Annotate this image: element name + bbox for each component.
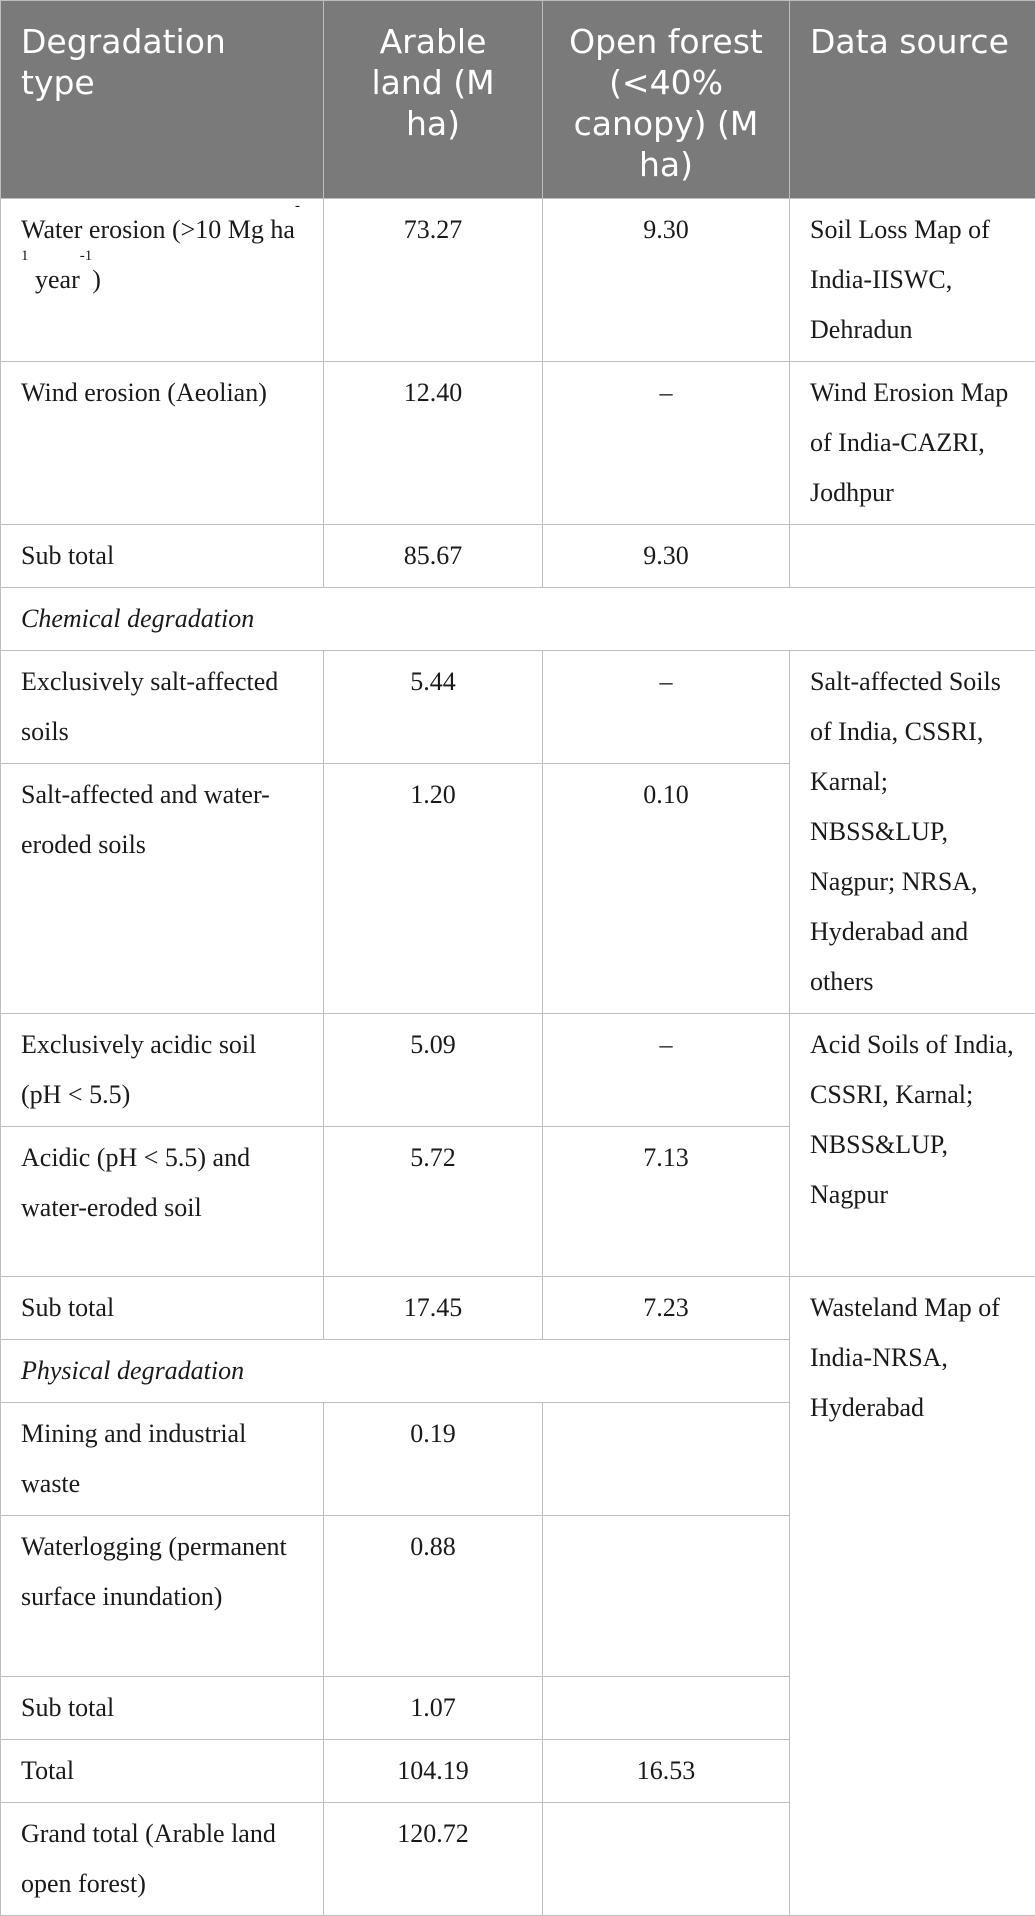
cell-forest: 16.53 xyxy=(543,1740,790,1803)
row-label: Sub total xyxy=(1,525,324,588)
row-label: Waterlogging (permanent surface inundation) xyxy=(1,1516,324,1677)
row-label: Sub total xyxy=(1,1677,324,1740)
cell-forest: 7.23 xyxy=(543,1277,790,1340)
cell-forest xyxy=(543,1677,790,1740)
cell-forest: – xyxy=(543,1014,790,1127)
cell-arable: 5.72 xyxy=(324,1127,543,1277)
cell-arable: 5.44 xyxy=(324,651,543,764)
row-label: Sub total xyxy=(1,1277,324,1340)
row-label: Exclusively acidic soil (pH < 5.5) xyxy=(1,1014,324,1127)
row-label: Exclusively salt-affected soils xyxy=(1,651,324,764)
section-heading: Chemical degradation xyxy=(1,588,1035,651)
header-data-source: Data source xyxy=(790,1,1035,199)
cell-forest: – xyxy=(543,362,790,525)
cell-forest: 9.30 xyxy=(543,525,790,588)
cell-arable: 85.67 xyxy=(324,525,543,588)
row-label: Wind erosion (Aeolian) xyxy=(1,362,324,525)
cell-forest xyxy=(543,1403,790,1516)
cell-forest xyxy=(543,1803,790,1916)
cell-forest xyxy=(543,1516,790,1677)
cell-forest: 7.13 xyxy=(543,1127,790,1277)
cell-source: Wasteland Map of India-NRSA, Hyderabad xyxy=(790,1277,1035,1916)
cell-arable: 1.20 xyxy=(324,764,543,1014)
table-row xyxy=(1,1014,1035,1127)
cell-arable: 73.27 xyxy=(324,199,543,362)
cell-source: Acid Soils of India, CSSRI, Karnal; NBSS&LUP, Nagpur xyxy=(790,1014,1035,1277)
cell-source: Soil Loss Map of India-IISWC, Dehradun xyxy=(790,199,1035,362)
row-label-water-erosion: Water erosion (>10 Mg $ha^{-1}$ year$^{-1}$) xyxy=(1,199,324,362)
cell-arable: 104.19 xyxy=(324,1740,543,1803)
table-row xyxy=(1,651,1035,764)
table-row xyxy=(1,362,1035,525)
cell-arable: 0.88 xyxy=(324,1516,543,1677)
cell-source: Wind Erosion Map of India-CAZRI, Jodhpur xyxy=(790,362,1035,525)
cell-source xyxy=(790,525,1035,588)
cell-arable: 12.40 xyxy=(324,362,543,525)
row-label: Acidic (pH < 5.5) and water-eroded soil xyxy=(1,1127,324,1277)
cell-forest: 9.30 xyxy=(543,199,790,362)
cell-arable: 0.19 xyxy=(324,1403,543,1516)
header-open-forest: Open forest (<40% canopy) (M ha) xyxy=(543,1,790,199)
cell-arable: 1.07 xyxy=(324,1677,543,1740)
table-row xyxy=(1,1277,1035,1340)
row-label: Mining and industrial waste xyxy=(1,1403,324,1516)
row-label: Total xyxy=(1,1740,324,1803)
cell-source: Salt-affected Soils of India, CSSRI, Karnal; NBSS&LUP, Nagpur; NRSA, Hyderabad and others xyxy=(790,651,1035,1014)
section-row xyxy=(1,588,1035,651)
header-arable-land: Arable land (M ha) xyxy=(324,1,543,199)
table-row xyxy=(1,525,1035,588)
row-label: Salt-affected and water-eroded soils xyxy=(1,764,324,1014)
cell-arable: 120.72 xyxy=(324,1803,543,1916)
header-row xyxy=(1,1,1035,199)
cell-arable: 17.45 xyxy=(324,1277,543,1340)
row-label: Grand total (Arable land open forest) xyxy=(1,1803,324,1916)
cell-arable: 5.09 xyxy=(324,1014,543,1127)
cell-forest: 0.10 xyxy=(543,764,790,1014)
header-degradation-type: Degradation type xyxy=(1,1,324,199)
table-row xyxy=(1,199,1035,362)
cell-forest: – xyxy=(543,651,790,764)
section-heading: Physical degradation xyxy=(1,1340,790,1403)
